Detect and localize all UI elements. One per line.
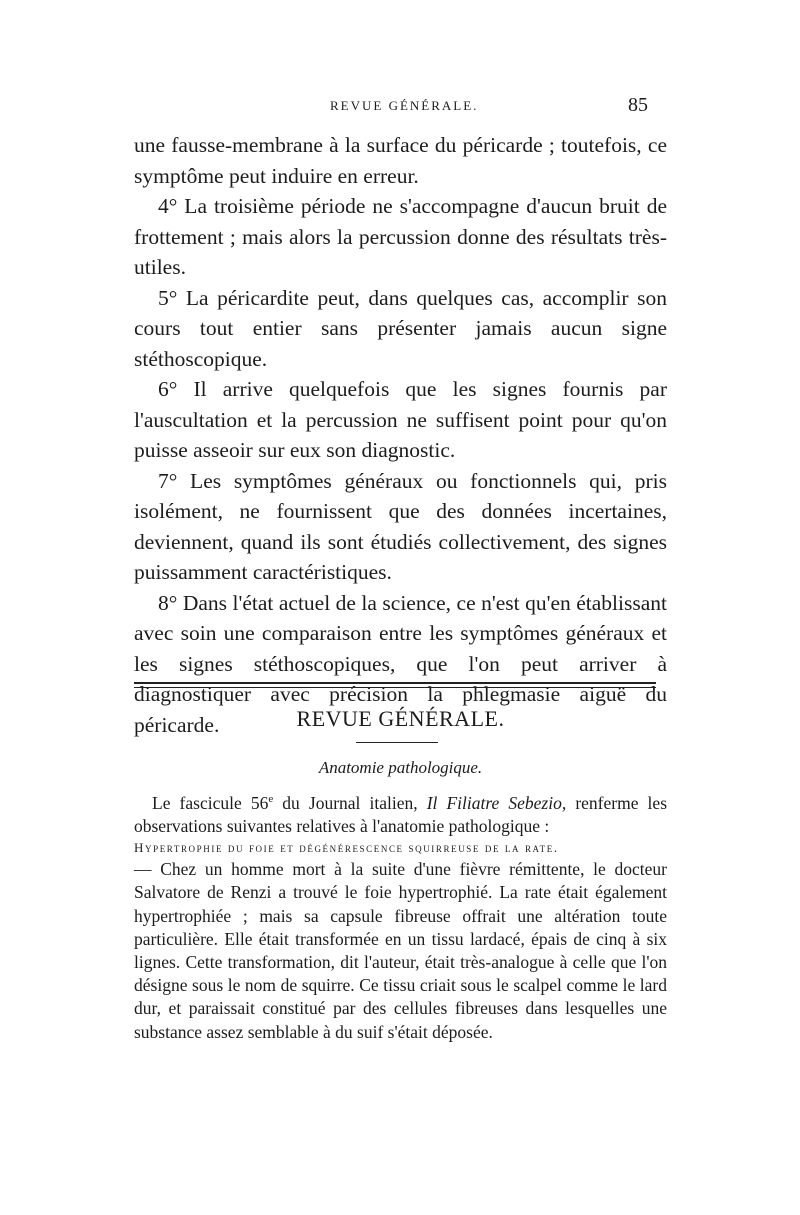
paragraph-3: 5° La péricardite peut, dans quelques cas, accomplir son cours tout entier sans présenter jamais aucun signe stéthoscopique. [134, 285, 667, 371]
paragraph-2: 4° La troisième période ne s'accompagne d'aucun bruit de frottement ; mais alors la percussion donne des résultats très-utiles. [134, 194, 667, 279]
main-text [134, 130, 667, 740]
paragraph-1: une fausse-membrane à la surface du péricarde ; toutefois, ce symptôme peut induire en erreur. [134, 133, 667, 188]
intro-superscript: e [268, 793, 274, 805]
journal-title: Il Filiatre Sebezio, [426, 792, 567, 813]
paragraph-4: 6° Il arrive quelquefois que les signes fournis par l'auscultation et la percussion ne suffisent point pour qu'on puisse asseoir sur eux son diagnostic. [134, 377, 667, 462]
running-head: REVUE GÉNÉRALE. [330, 98, 479, 113]
intro-after: renferme les observations suivantes relatives à l'anatomie pathologique : [134, 792, 667, 837]
section-title: REVUE GÉNÉRALE. [296, 706, 505, 731]
section-text [134, 788, 667, 1044]
intro-paragraph [134, 788, 667, 838]
intro-middle: du Journal italien, [273, 792, 427, 813]
paragraph-6: 8° Dans l'état actuel de la science, ce n'est qu'en établissant avec soin une comparaison entre les symptômes généraux et les signes stéthoscopiques, que l'on peut arriver à diagnostiquer avec précision la phlegmasie aiguë du péricarde. [134, 590, 667, 737]
section-subtitle: Anatomie pathologique. [318, 758, 483, 777]
page-number: 85 [628, 94, 648, 116]
intro-before: Le fascicule 56 [152, 792, 269, 813]
case-paragraph: — Chez un homme mort à la suite d'une fièvre rémittente, le docteur Salvatore de Renzi a trouvé le foie hypertrophié. La rate était également hypertrophiée ; mais sa capsule fibreuse offrait une altération toute particulière. Elle était transformée en un tissu lardacé, épais de cinq à six lignes. Cette transformation, dit l'auteur, était très-analogue à celle que l'on désigne sous le nom de squirre. Ce tissu criait sous le scalpel comme le lard dur, et paraissait constitué par des cellules fibreuses dans lesquelles une substance assez semblable à du suif s'était déposée. [134, 859, 667, 1042]
paragraph-5: 7° Les symptômes généraux ou fonctionnels qui, pris isolément, ne fournissent que des données incertaines, deviennent, quand ils sont étudiés collectivement, des signes puissamment caractéristiques. [134, 468, 667, 584]
title-underline [356, 742, 438, 743]
case-heading: Hypertrophie du foie et dégénérescence squirreuse de la rate. [134, 840, 559, 856]
section-divider [134, 682, 656, 688]
